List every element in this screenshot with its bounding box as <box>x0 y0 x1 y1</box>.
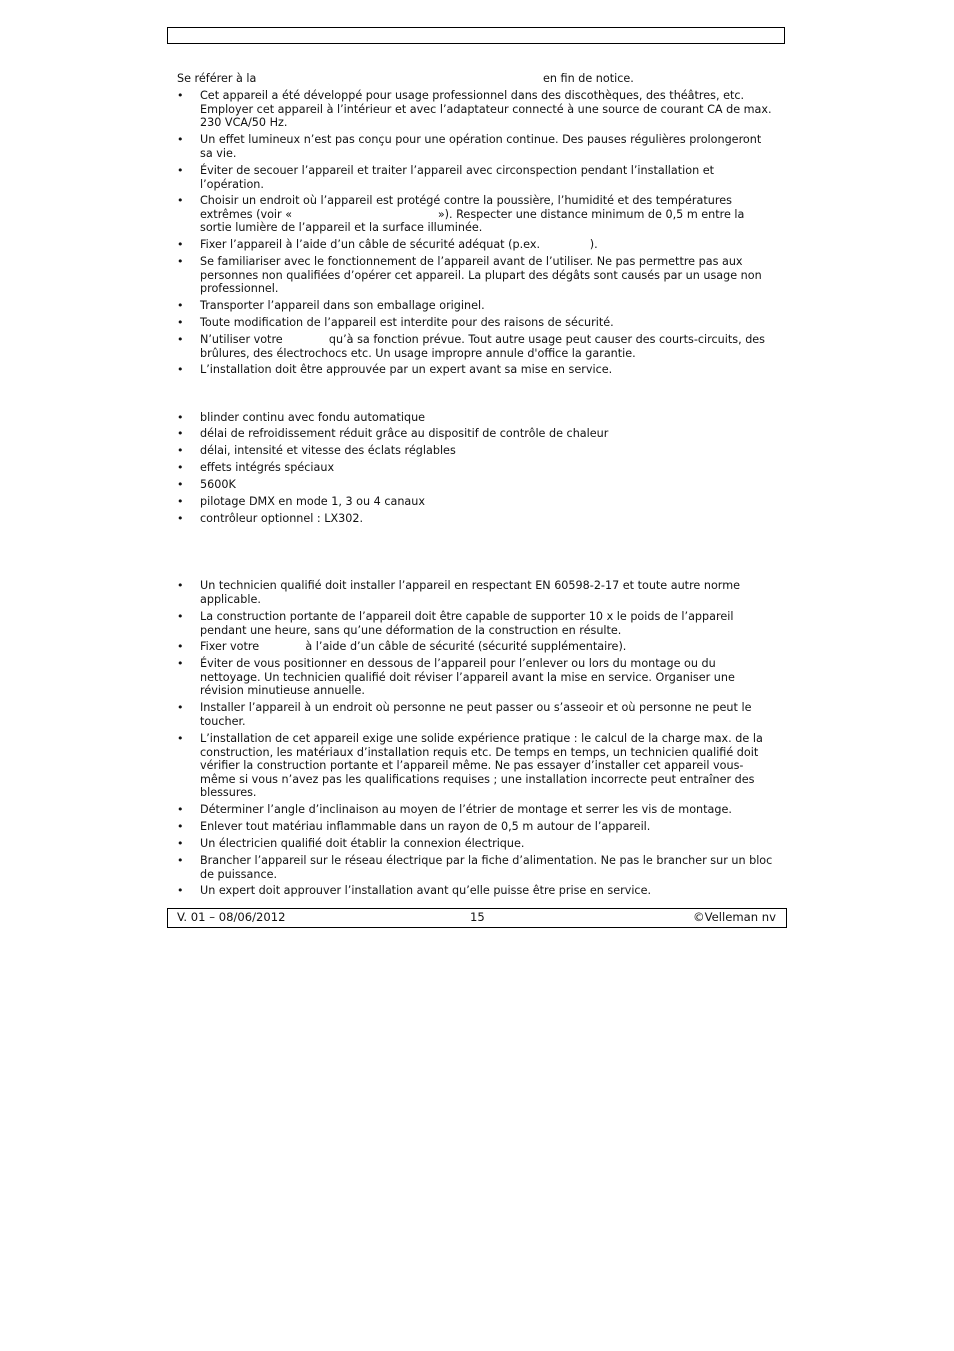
bullet-icon: • <box>177 884 184 897</box>
bullet-icon: • <box>177 363 184 376</box>
list-item: La construction portante de l’appareil doit être capable de supporter 10 x le poids de l’appareil pendant une heure, sans qu’une déformation de la construction en résulte. <box>200 610 734 637</box>
bullet-icon: • <box>177 701 184 714</box>
bullet-icon: • <box>177 640 184 653</box>
list-item: Fixer l’appareil à l’aide d’un câble de sécurité adéquat (p.ex. ). <box>200 238 598 251</box>
footer-copyright: ©Velleman nv <box>693 910 776 924</box>
list-item: délai, intensité et vitesse des éclats réglables <box>200 444 456 457</box>
bullet-icon: • <box>177 255 184 268</box>
bullet-icon: • <box>177 333 184 346</box>
intro-suffix: en fin de notice. <box>543 72 634 85</box>
bullet-icon: • <box>177 657 184 670</box>
bullet-icon: • <box>177 854 184 867</box>
bullet-icon: • <box>177 238 184 251</box>
bullet-icon: • <box>177 133 184 146</box>
list-item: pilotage DMX en mode 1, 3 ou 4 canaux <box>200 495 425 508</box>
list-item: Toute modification de l’appareil est interdite pour des raisons de sécurité. <box>200 316 614 329</box>
bullet-icon: • <box>177 299 184 312</box>
bullet-icon: • <box>177 803 184 816</box>
list-item: 5600K <box>200 478 236 491</box>
list-item: Choisir un endroit où l’appareil est protégé contre la poussière, l’humidité et des températures extrêmes (voir « »). Respecter une distance minimum de 0,5 m entre la sortie lumière de l’appareil et la surface illuminée. <box>200 194 748 235</box>
bullet-icon: • <box>177 732 184 745</box>
bullet-icon: • <box>177 512 184 525</box>
list-item: contrôleur optionnel : LX302. <box>200 512 364 525</box>
bullet-icon: • <box>177 610 184 623</box>
bullet-icon: • <box>177 89 184 102</box>
list-item: Cet appareil a été développé pour usage professionnel dans des discothèques, des théâtres, etc. Employer cet appareil à l’intérieur et avec l’adaptateur connecté à une source de courant CA de max. 230 VCA/50 Hz. <box>200 89 772 130</box>
list-item: L’installation doit être approuvée par un expert avant sa mise en service. <box>200 363 613 376</box>
list-item: Installer l’appareil à un endroit où personne ne peut passer ou s’asseoir et où personne ne peut le toucher. <box>200 701 752 728</box>
bullet-icon: • <box>177 194 184 207</box>
footer-version: V. 01 – 08/06/2012 <box>177 910 286 924</box>
list-item: Un effet lumineux n’est pas conçu pour une opération continue. Des pauses régulières prolongeront sa vie. <box>200 133 762 160</box>
list-item: Un expert doit approuver l’installation avant qu’elle puisse être prise en service. <box>200 884 652 897</box>
list-item: effets intégrés spéciaux <box>200 461 335 474</box>
bullet-icon: • <box>177 495 184 508</box>
footer-page-number: 15 <box>470 910 485 924</box>
bullet-icon: • <box>177 316 184 329</box>
bullet-icon: • <box>177 164 184 177</box>
list-item: Un électricien qualifié doit établir la connexion électrique. <box>200 837 525 850</box>
bullet-icon: • <box>177 820 184 833</box>
list-item: Déterminer l’angle d’inclinaison au moyen de l’étrier de montage et serrer les vis de montage. <box>200 803 732 816</box>
bullet-icon: • <box>177 461 184 474</box>
bullet-icon: • <box>177 411 184 424</box>
bullet-icon: • <box>177 427 184 440</box>
list-item: L’installation de cet appareil exige une solide expérience pratique : le calcul de la charge max. de la construction, les matériaux d’installation requis etc. De temps en temps, un technicien qualifié doit vérifier la construction portante et l’appareil même. Ne pas essayer d’installer cet appareil vous-même si vous n’avez pas les qualifications requises ; une installation incorrecte peut entraîner des blessures. <box>200 732 763 800</box>
list-item: blinder continu avec fondu automatique <box>200 411 426 424</box>
bullet-icon: • <box>177 579 184 592</box>
list-item: délai de refroidissement réduit grâce au dispositif de contrôle de chaleur <box>200 427 609 440</box>
list-item: Brancher l’appareil sur le réseau électrique par la fiche d’alimentation. Ne pas le brancher sur un bloc de puissance. <box>200 854 773 881</box>
intro-prefix: Se référer à la <box>177 72 257 85</box>
list-item: Transporter l’appareil dans son emballage originel. <box>200 299 485 312</box>
list-item: Enlever tout matériau inflammable dans un rayon de 0,5 m autour de l’appareil. <box>200 820 651 833</box>
list-item: Éviter de secouer l’appareil et traiter l’appareil avec circonspection pendant l’installation et l’opération. <box>200 164 715 191</box>
list-item: Se familiariser avec le fonctionnement de l’appareil avant de l’utiliser. Ne pas permettre pas aux personnes non qualifiées d’opérer cet appareil. La plupart des dégâts sont causés par un usage non professionnel. <box>200 255 762 296</box>
list-item: Éviter de vous positionner en dessous de l’appareil pour l’enlever ou lors du montage ou du nettoyage. Un technicien qualifié doit réviser l’appareil avant la mise en service. Organiser une révision minutieuse annuelle. <box>200 657 735 698</box>
list-item: Un technicien qualifié doit installer l’appareil en respectant EN 60598-2-17 et toute autre norme applicable. <box>200 579 740 606</box>
list-item: Fixer votre à l’aide d’un câble de sécurité (sécurité supplémentaire). <box>200 640 627 653</box>
header-box <box>167 27 785 44</box>
bullet-icon: • <box>177 478 184 491</box>
bullet-icon: • <box>177 837 184 850</box>
list-item: N’utiliser votre qu’à sa fonction prévue. Tout autre usage peut causer des courts-circuits, des brûlures, des électrochocs etc. Un usage impropre annule d'office la garantie. <box>200 333 769 360</box>
bullet-icon: • <box>177 444 184 457</box>
page-footer <box>167 908 787 928</box>
